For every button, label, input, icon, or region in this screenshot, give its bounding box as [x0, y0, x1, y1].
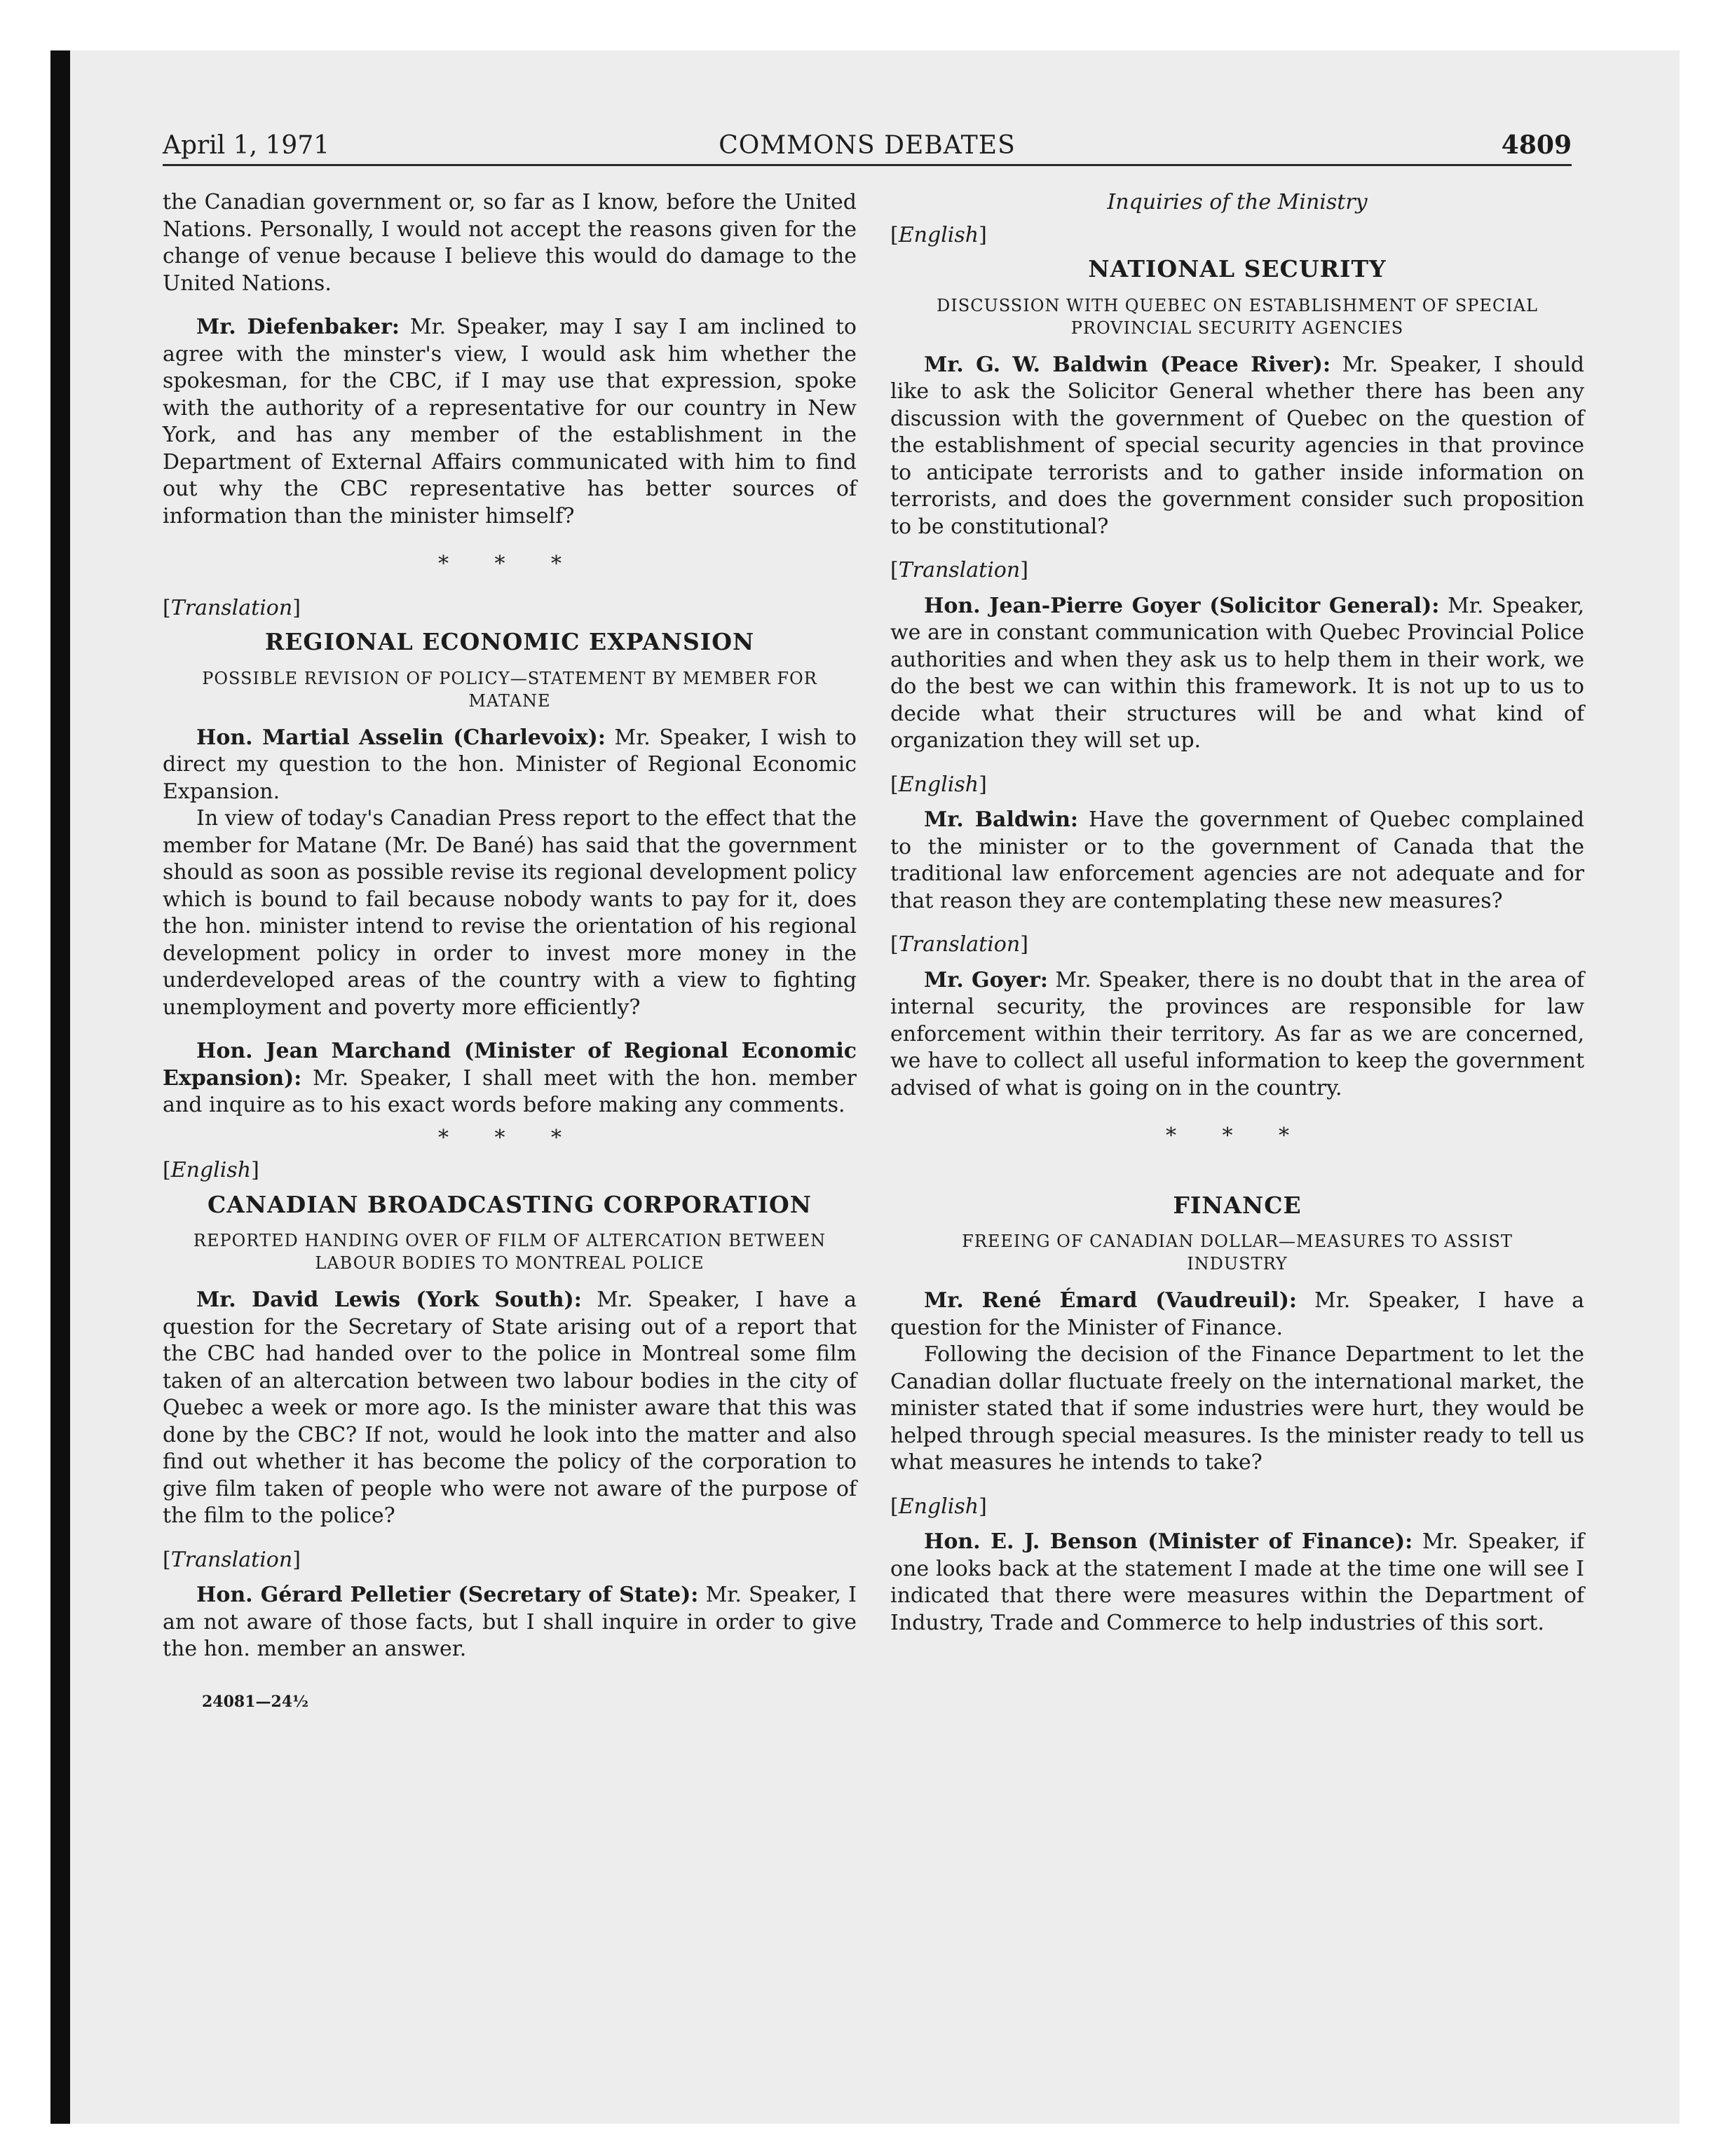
speaker-name: Hon. Martial Asselin (Charlevoix): [196, 725, 606, 750]
paragraph: Following the decision of the Finance Department to let the Canadian dollar fluctuate freely on the international market, the minister stated that if some industries were hurt, they would be helped through special measures. Is the minister ready to tell us what measures he intends to take? [890, 1342, 1584, 1475]
language-tag: [Translation] [163, 1547, 301, 1572]
section-subheading: FREEING OF CANADIAN DOLLAR—MEASURES TO ASSIST INDUSTRY [962, 1231, 1513, 1274]
paragraph: the Canadian government or, so far as I know, before the United Nations. Personally, I would not accept the reasons given for the change of venue because I believe this would do damage to the United Nations. [163, 190, 857, 296]
speaker-name: Hon. Jean-Pierre Goyer (Solicitor General): [924, 593, 1440, 618]
section-subheading: REPORTED HANDING OVER OF FILM OF ALTERCATION BETWEEN LABOUR BODIES TO MONTREAL POLICE [193, 1231, 826, 1273]
language-tag: [English] [890, 222, 987, 247]
running-head: Inquiries of the Ministry [1107, 190, 1368, 214]
header-page-number: 4809 [1501, 130, 1572, 160]
speech-text: Mr. Speaker, there is no doubt that in the area of internal security, the provinces are responsible for law enforcement within their territory. As far as we are concerned, we have to collect all useful information to keep the government advised of what is going on in the country. [890, 967, 1584, 1100]
section-separator: * * * [437, 1125, 582, 1150]
section-heading: FINANCE [1173, 1191, 1302, 1219]
speech-text: Have the government of Quebec complained to the minister or to the government of Canada that the traditional law enforcement agencies are not adequate and for that reason they are contemplating these new measures? [890, 807, 1584, 913]
speaker-name: Hon. Gérard Pelletier (Secretary of State): [196, 1583, 699, 1607]
section-heading: NATIONAL SECURITY [1088, 255, 1387, 282]
speech-text: Mr. Speaker, may I say I am inclined to agree with the minster's view, I would ask him whether the spokesman, for the CBC, if I may use that expression, spoke with the authority of a representative for our country in New York, and has any member of the establishment in the Department of External Affairs communicated with him to find out why the CBC representative has better sources of information than the minister himself? [163, 315, 857, 528]
speech-paragraph [890, 1529, 1584, 1637]
speech-paragraph [890, 593, 1584, 755]
speaker-name: Mr. Goyer: [924, 967, 1048, 992]
language-tag-label: Translation [898, 558, 1021, 582]
speech-paragraph [163, 314, 857, 530]
language-tag-label: Translation [170, 1547, 293, 1572]
speaker-name: Mr. René Émard (Vaudreuil): [924, 1288, 1297, 1313]
header-date: April 1, 1971 [163, 131, 330, 160]
speech-paragraph [163, 1287, 857, 1530]
language-tag: [Translation] [890, 932, 1028, 957]
speech-text: Mr. Speaker, we are in constant communication with Quebec Provincial Police authorities and when they ask us to help them in their work, we do the best we can within this framework. It is not up to us to decide what their structures will be and what kind of organization they will set up. [890, 593, 1585, 753]
printer-code: 24081—24½ [202, 1692, 309, 1711]
left-column [163, 189, 857, 1715]
language-tag-label: Translation [898, 932, 1021, 957]
speaker-name: Mr. David Lewis (York South): [196, 1288, 582, 1312]
scan-binding-edge [50, 50, 70, 2124]
page-header [163, 123, 1572, 166]
speaker-name: Mr. Diefenbaker: [196, 315, 400, 339]
language-tag-label: Translation [170, 595, 293, 620]
speech-paragraph [890, 967, 1584, 1103]
language-tag: [English] [890, 772, 987, 797]
speech-text: Mr. Speaker, I am not aware of those facts, but I shall inquire in order to give the hon. member an answer. [163, 1583, 857, 1661]
language-tag: [English] [890, 1494, 987, 1519]
section-heading: REGIONAL ECONOMIC EXPANSION [264, 628, 755, 655]
speech-paragraph [163, 1582, 857, 1663]
speaker-name: Hon. E. J. Benson (Minister of Finance): [924, 1529, 1413, 1554]
section-separator: * * * [1165, 1124, 1309, 1148]
speech-paragraph [163, 725, 857, 806]
speech-text: Mr. Speaker, I shall meet with the hon. member and inquire as to his exact words before making any comments. [163, 1065, 857, 1117]
speech-paragraph [890, 807, 1584, 915]
language-tag-label: English [170, 1158, 252, 1182]
speech-text: Mr. Speaker, I wish to direct my question to the hon. Minister of Regional Economic Expansion. [163, 725, 857, 804]
section-separator: * * * [437, 552, 582, 576]
language-tag: [Translation] [890, 558, 1028, 582]
right-column [890, 189, 1584, 1637]
speech-text: Mr. Speaker, I have a question for the Secretary of State arising out of a report that the CBC had handed over to the police in Montreal some film taken of an altercation between two labour bodies in the city of Quebec a week or more ago. Is the minister aware that this was done by the CBC? If not, would he look into the matter and also find out whether it has become the policy of the corporation to give film taken of people who were not aware of the purpose of the film to the police? [163, 1288, 857, 1528]
speaker-name: Hon. Jean Marchand (Minister of Regional Economic Expansion): [163, 1039, 857, 1091]
speech-text: Mr. Speaker, if one looks back at the statement I made at the time one will see I indicated that there were measures within the Department of Industry, Trade and Commerce to help industries of this sort. [890, 1529, 1585, 1635]
speaker-name: Mr. Baldwin: [924, 807, 1078, 832]
speech-paragraph [163, 1038, 857, 1119]
section-subheading: DISCUSSION WITH QUEBEC ON ESTABLISHMENT OF SPECIAL PROVINCIAL SECURITY AGENCIES [937, 295, 1538, 338]
language-tag-label: English [898, 772, 979, 797]
section-subheading: POSSIBLE REVISION OF POLICY—STATEMENT BY MEMBER FOR MATANE [202, 668, 817, 711]
header-publication: COMMONS DEBATES [719, 131, 1016, 160]
language-tag-label: English [898, 222, 979, 247]
paragraph: In view of today's Canadian Press report to the effect that the member for Matane (Mr. De Bané) has said that the government should as soon as possible revise its regional development policy which is bound to fail because nobody wants to pay for it, does the hon. minister intend to revise the orientation of his regional development policy in order to invest more money in the underdeveloped areas of the country with a view to fighting unemployment and poverty more efficiently? [163, 806, 857, 1020]
speech-paragraph [890, 352, 1584, 541]
speaker-name: Mr. G. W. Baldwin (Peace River): [924, 352, 1331, 377]
language-tag: [English] [163, 1158, 259, 1182]
speech-text: Mr. Speaker, I have a question for the Minister of Finance. [890, 1288, 1584, 1340]
language-tag-label: English [898, 1494, 979, 1519]
speech-paragraph [890, 1288, 1584, 1342]
language-tag: [Translation] [163, 595, 301, 620]
section-heading: CANADIAN BROADCASTING CORPORATION [207, 1190, 812, 1218]
speech-text: Mr. Speaker, I should like to ask the Solicitor General whether there has been any discussion with the government of Quebec on the question of the establishment of special security agencies in that province to anticipate terrorists and to gather inside information on terrorists, and does the government consider such proposition to be constitutional? [890, 352, 1584, 539]
